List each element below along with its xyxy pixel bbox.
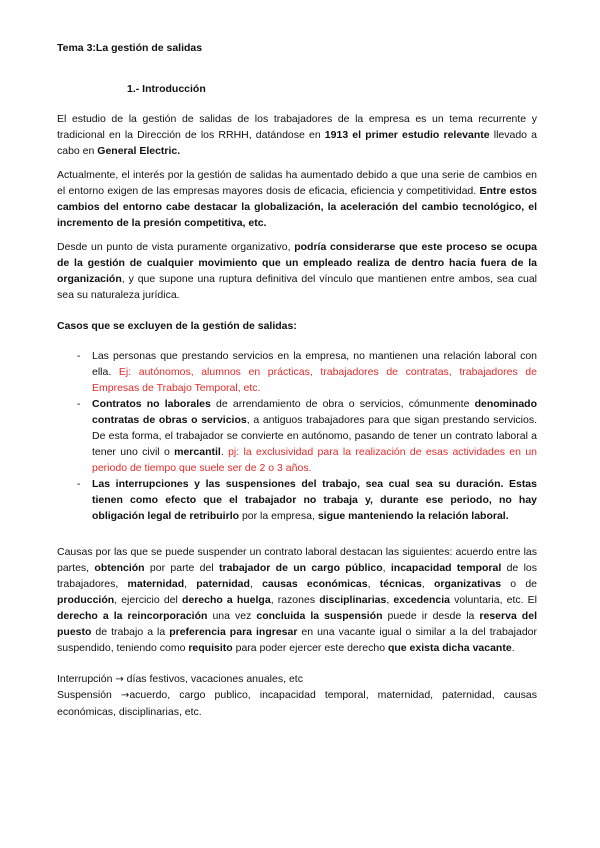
interruption-text: días festivos, vacaciones anuales, etc [123,673,303,685]
bold-run: derecho a huelga [181,594,271,606]
bold-run: que exista dicha vacante [387,642,512,654]
text-run: una vez [207,610,257,622]
list-dash: - [77,350,81,362]
text-run: . [511,642,515,654]
bold-run: concluida la suspensión [256,610,383,622]
red-note: pj: la exclusividad para la realización de esas actividades en un periodo de tiempo que suele ser de 2 o 3 años. [92,446,537,474]
text-run: El estudio de la gestión de salidas de los trabajadores de la empresa es un tema recurrente y tradicional en la Dirección de los RRHH, datándose en [57,113,537,141]
bold-run: derecho a la reincorporación [57,610,208,622]
bold-run: maternidad [127,578,185,590]
text-run: en una vacante igual o similar a la del trabajador suspendido, teniendo como [57,626,537,654]
bold-run: técnicas [379,578,422,590]
paragraph-organizativo [57,239,537,303]
text-run: por la empresa, [239,510,318,522]
text-run: puede ir desde la [382,610,480,622]
list-item [57,396,537,476]
red-note: Ej: autónomos, alumnos en prácticas, trabajadores de contratas, trabajadores de Empresas de Trabajo Temporal, etc. [92,366,537,394]
text-run: , [249,578,263,590]
bold-run: General Electric. [97,145,181,157]
bold-run: disciplinarias [319,594,387,606]
text-run: de arrendamiento de obra o servicios, cómunmente [210,398,475,410]
bold-run: obtención [94,562,145,574]
bold-run: Entre estos cambios del entorno cabe destacar la globalización, la aceleración del cambio tecnológico, el incremento de la presión competitiva, etc. [57,185,537,229]
bold-run: 1913 el primer estudio relevante [324,129,490,141]
text-run: de trabajo a la [91,626,170,638]
list-dash: - [77,398,81,410]
suspension-label: Suspensión [57,689,112,701]
bold-run: excedencia [393,594,450,606]
list-dash: - [77,478,81,490]
bold-run: sigue manteniendo la relación laboral. [317,510,509,522]
bold-run: producción [57,594,115,606]
text-run: Desde un punto de vista puramente organizativo, [57,241,295,253]
bold-run: paternidad [196,578,250,590]
text-run: para poder ejercer este derecho [232,642,388,654]
bold-run: mercantil [174,446,221,458]
text-run: , ejercicio del [114,594,182,606]
text-run: . [220,446,229,458]
bold-run: Contratos no laborales [92,398,211,410]
text-run: , [421,578,434,590]
text-run: o de [501,578,537,590]
document-title: Tema 3:La gestión de salidas [57,42,203,54]
bold-run: reserva del puesto [57,610,537,638]
paragraph-actualidad [57,167,537,231]
arrow-right-icon: → [115,674,124,685]
text-run: , [382,562,391,574]
text-run: llevado a cabo en [57,129,537,157]
text-run: , a antiguos trabajadores para que sigan prestando servicios. De esta forma, el trabajador se convierte en autónomo, pasando de tener un contrato laboral a tener uno civil o [92,414,537,458]
bold-run: podría considerarse que este proceso se ocupa de la gestión de cualquier movimiento que un empleado realiza de dentro hacia fuera de la organización [57,241,537,285]
section-title-introduccion: 1.- Introducción [127,83,206,95]
text-run: , [386,594,394,606]
exclusions-list [57,348,537,524]
text-run: por parte del [144,562,219,574]
bold-run: incapacidad temporal [390,562,502,574]
bold-run: requisito [188,642,233,654]
interruption-line [57,671,537,688]
exclusions-heading [57,318,537,334]
bold-run: causas económicas [262,578,368,590]
text-run: Causas por las que se puede suspender un contrato laboral destacan las siguientes: acuerdo entre las partes, [57,546,537,574]
list-item [57,476,537,524]
paragraph-causas-suspension [57,544,537,656]
bold-run: Casos que se excluyen de la gestión de salidas: [57,320,297,332]
text-run: , y que supone una ruptura definitiva del vínculo que mantienen entre ambos, sea cual sea su naturaleza jurídica. [57,273,537,301]
text-run: , [184,578,197,590]
bold-run: trabajador de un cargo público [219,562,383,574]
text-run: , razones [270,594,320,606]
text-run: Actualmente, el interés por la gestión de salidas ha aumentado debido a que una serie de cambios en el entorno exigen de las empresas mayores dosis de eficacia, eficiencia y competitividad. [57,169,537,197]
paragraph-historia [57,111,537,159]
text-run: voluntaria, etc. El [449,594,537,606]
text-run: , [367,578,380,590]
text-run: de los trabajadores, [57,562,537,590]
bold-run: Las interrupciones y las suspensiones del trabajo, sea cual sea su duración. Estas tienen como efecto que el trabajador no trabaja y, durante ese periodo, no hay obligación legal de retribuirlo [92,478,537,522]
list-item [57,348,537,396]
suspension-line [57,687,537,720]
bold-run: denominado contratas de obras o servicios [92,398,537,426]
text-run: Las personas que prestando servicios en la empresa, no mantienen una relación laboral con ella. [92,350,537,378]
bold-run: organizativas [433,578,502,590]
arrow-right-icon: → [120,690,130,701]
bold-run: preferencia para ingresar [169,626,298,638]
interruption-label: Interrupción [57,673,113,685]
suspension-text: acuerdo, cargo publico, incapacidad temporal, maternidad, paternidad, causas económicas, disciplinarias, etc. [57,689,537,718]
